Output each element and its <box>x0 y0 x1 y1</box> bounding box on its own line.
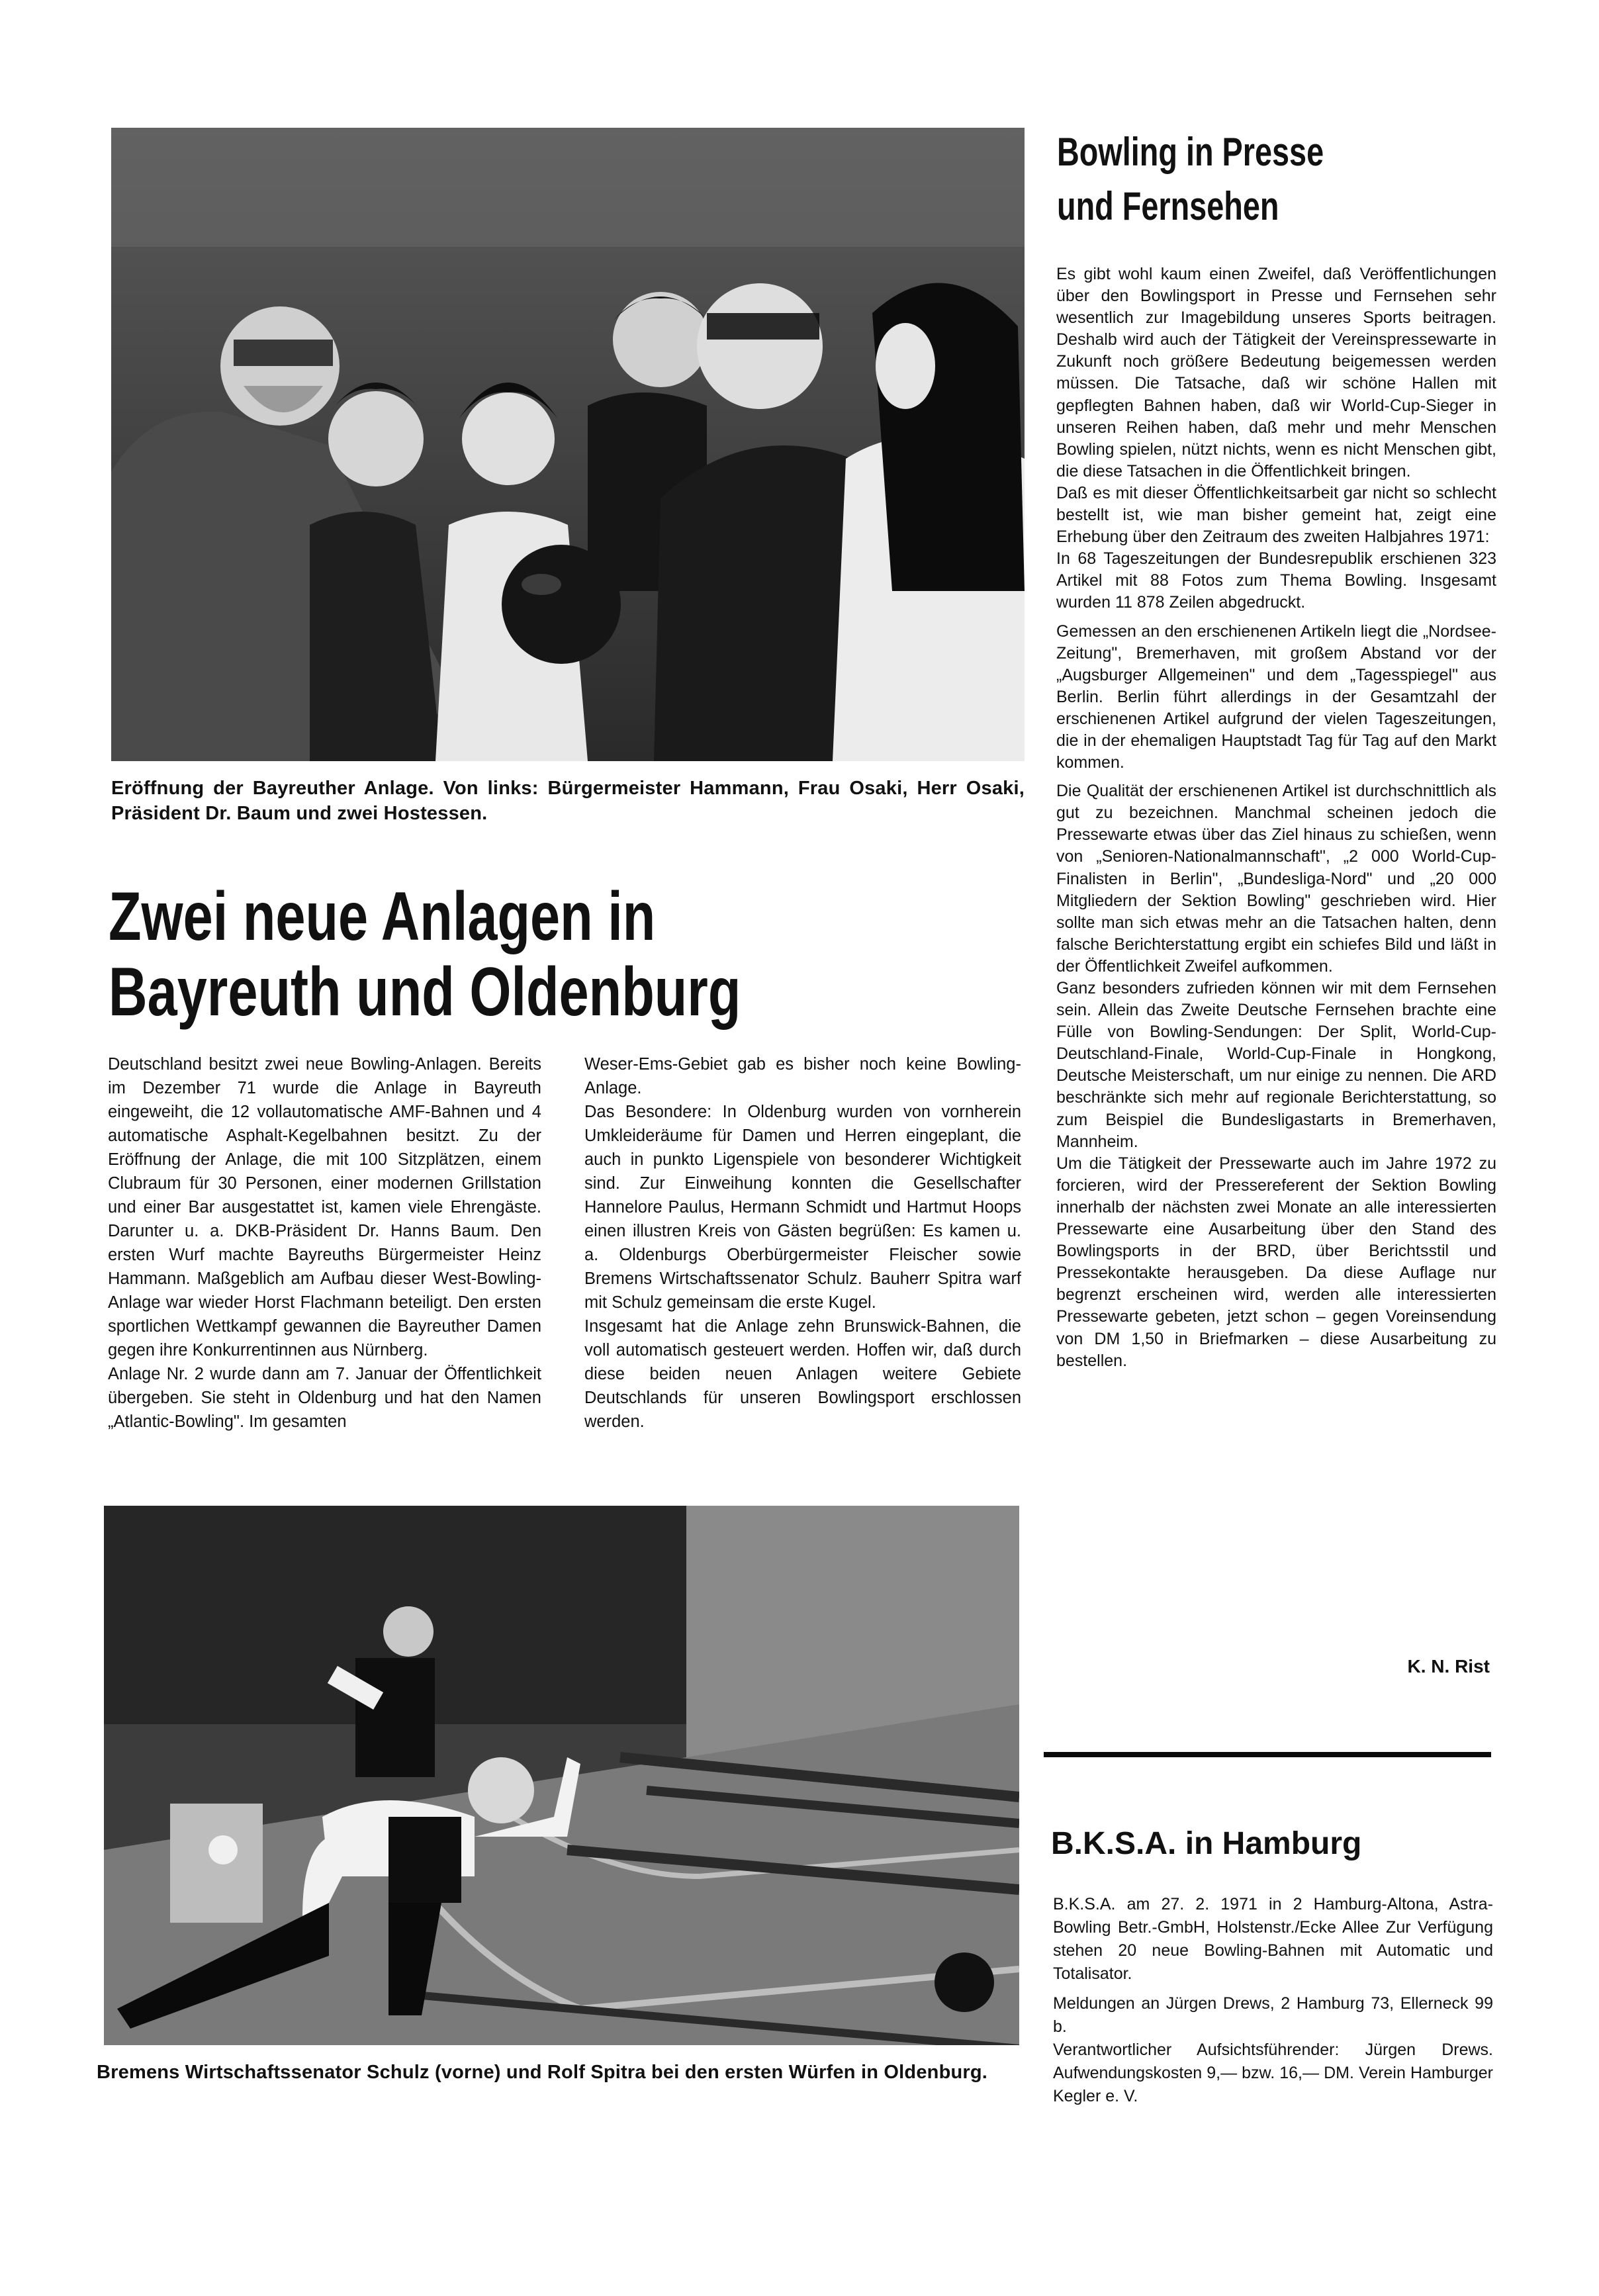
top-photo-caption: Eröffnung der Bayreuther Anlage. Von links: Bürgermeister Hammann, Frau Osaki, Herr Osaki, Präsident Dr. Baum und zwei Hostessen. <box>111 778 1025 824</box>
main-article-column-2 <box>584 1052 1021 1434</box>
section-divider <box>1044 1752 1491 1757</box>
main-article-column-1 <box>108 1052 541 1434</box>
sidebar-paragraph: Um die Tätigkeit der Pressewarte auch im Jahre 1972 zu forcieren, wird der Pressereferent der Sektion Bowling innerhalb der nächsten zwei Monate an alle interessierten Pressewarte eine Ausarbeitung über den Stand des Bowlingsports in der BRD, über Berichtsstil und Pressekontakte herausgeben. Da diese Auflage nur begrenzt erscheinen wird, werden alle interessierten Pressewarte gebeten, jetzt schon – gegen Voreinsendung von DM 1,50 in Briefmarken – diese Ausarbeitung zu bestellen. <box>1056 1154 1496 1370</box>
main-article-paragraph: Anlage Nr. 2 wurde dann am 7. Januar der Öffentlichkeit übergeben. Sie steht in Oldenburg und hat den Namen „Atlantic-Bowling". Im gesamten <box>108 1365 541 1431</box>
sidebar-headline-line2: und Fernsehen <box>1057 184 1279 228</box>
bksa-paragraph: B.K.S.A. am 27. 2. 1971 in 2 Hamburg-Altona, Astra-Bowling Betr.-GmbH, Holstenstr./Ecke Allee Zur Verfügung stehen 20 neue Bowling-Bahnen mit Automatic und Totalisator. <box>1053 1895 1493 1983</box>
sidebar-paragraph: Daß es mit dieser Öffentlichkeitsarbeit gar nicht so schlecht bestellt ist, wie man bisher gemeint hat, zeigt eine Erhebung über den Zeitraum des zweiten Halbjahres 1971: <box>1056 483 1496 547</box>
bottom-photo-caption: Bremens Wirtschaftssenator Schulz (vorne) und Rolf Spitra bei den ersten Würfen in Oldenburg. <box>97 2062 988 2083</box>
sidebar-paragraph: In 68 Tageszeitungen der Bundesrepublik erschienen 323 Artikel mit 88 Fotos zum Thema Bowling. Insgesamt wurden 11 878 Zeilen abgedruckt. <box>1056 549 1496 612</box>
main-article-paragraph: Weser-Ems-Gebiet gab es bisher noch keine Bowling-Anlage. <box>584 1055 1021 1097</box>
sidebar-paragraph: Es gibt wohl kaum einen Zweifel, daß Veröffentlichungen über den Bowlingsport in Presse und Fernsehen sehr wesentlich zur Imagebildung unseres Sports beitragen. Deshalb wird auch der Tätigkeit der Vereinspressewarte in Zukunft noch größere Bedeutung beigemessen werden müssen. Die Tatsache, daß wir schöne Hallen mit gepflegten Bahnen haben, daß wir World-Cup-Sieger in unseren Reihen haben, daß mehr und mehr Menschen Bowling spielen, nützt nichts, wenn es nicht Menschen gibt, die diese Tatsachen in die Öffentlichkeit bringen. <box>1056 265 1496 481</box>
sidebar-paragraph: Ganz besonders zufrieden können wir mit dem Fernsehen sein. Allein das Zweite Deutsche Fernsehen brachte eine Fülle von Bowling-Sendungen: Der Split, World-Cup-Deutschland-Finale, World-Cup-Finale in Hongkong, Deutsche Meisterschaft, um nur einige zu nennen. Die ARD beschränkte sich mehr auf regionale Berichterstattung, so zum Beispiel die Bundesligastarts in Bremerhaven, Mannheim. <box>1056 979 1496 1151</box>
bksa-paragraph: Verantwortlicher Aufsichtsführender: Jürgen Drews. Aufwendungskosten 9,— bzw. 16,— DM. Verein Hamburger Kegler e. V. <box>1053 2041 1493 2105</box>
sidebar-headline-line1: Bowling in Presse <box>1057 130 1324 174</box>
sidebar-paragraph: Gemessen an den erschienenen Artikeln liegt die „Nordsee-Zeitung", Bremerhaven, mit großem Abstand vor der „Augsburger Allgemeinen" und dem „Tagesspiegel" aus Berlin. Berlin führt allerdings in der Gesamtzahl der erschienenen Artikel aufgrund der vielen Tageszeitungen, die in der ehemaligen Hauptstadt Tag für Tag auf den Markt kommen. <box>1056 621 1496 772</box>
bottom-photo <box>104 1506 1019 2045</box>
bksa-article-body <box>1053 1893 1493 2108</box>
group-photo-illustration <box>111 128 1025 761</box>
bksa-paragraph: Meldungen an Jürgen Drews, 2 Hamburg 73, Ellerneck 99 b. <box>1053 1994 1493 2036</box>
main-headline-line1: Zwei neue Anlagen in <box>109 878 656 955</box>
sidebar-author: K. N. Rist <box>1407 1656 1490 1676</box>
sidebar-paragraph: Die Qualität der erschienenen Artikel ist durchschnittlich als gut zu bezeichnen. Manchmal scheinen jedoch die Pressewarte etwas über das Ziel hinaus zu schießen, wenn von „Senioren-Nationalmannschaft", „2 000 World-Cup-Finalisten in Berlin", „Bundesliga-Nord" und „20 000 Mitgliedern der Sektion Bowling" geschrieben wird. Hier sollte man sich etwas mehr an die Tatsachen halten, denn falsche Berichterstattung ergibt ein schiefes Bild und läßt in der Öffentlichkeit Zweifel aufkommen. <box>1056 782 1496 976</box>
main-article-paragraph: Das Besondere: In Oldenburg wurden von vornherein Umkleideräume für Damen und Herren eingeplant, die auch in punkto Ligenspiele von besonderer Wichtigkeit sind. Zur Einweihung konnten die Gesellschafter Hannelore Paulus, Hermann Schmidt und Hartmut Hoops einen illustren Kreis von Gästen begrüßen: Es kamen u. a. Oldenburgs Oberbürgermeister Fleischer sowie Bremens Wirtschaftssenator Schulz. Bauherr Spitra warf mit Schulz gemeinsam die erste Kugel. <box>584 1103 1021 1312</box>
top-photo <box>111 128 1025 761</box>
main-article-paragraph: Deutschland besitzt zwei neue Bowling-Anlagen. Bereits im Dezember 71 wurde die Anlage in Bayreuth eingeweiht, die 12 vollautomatische AMF-Bahnen und 4 automatische Asphalt-Kegelbahnen besitzt. Zu der Eröffnung der Anlage, die mit 100 Sitzplätzen, einem Clubraum für 30 Personen, einer modernen Grillstation und einer Bar ausgestattet ist, kamen viele Ehrengäste. Darunter u. a. DKB-Präsident Dr. Hanns Baum. Den ersten Wurf machte Bayreuths Bürgermeister Heinz Hammann. Maßgeblich am Aufbau dieser West-Bowling-Anlage war wieder Horst Flachmann beteiligt. Den ersten sportlichen Wettkampf gewannen die Bayreuther Damen gegen ihre Konkurrentinnen aus Nürnberg. <box>108 1055 541 1359</box>
sidebar-article-body <box>1056 263 1496 1372</box>
main-headline-line2: Bayreuth und Oldenburg <box>109 954 741 1031</box>
bksa-headline: B.K.S.A. in Hamburg <box>1051 1826 1362 1861</box>
bowling-lanes-illustration <box>104 1506 1019 2045</box>
main-article-paragraph: Insgesamt hat die Anlage zehn Brunswick-Bahnen, die voll automatisch gesteuert werden. Hoffen wir, daß durch diese beiden neuen Anlagen weitere Gebiete Deutschlands für unseren Bowlingsport erschlossen werden. <box>584 1317 1021 1431</box>
